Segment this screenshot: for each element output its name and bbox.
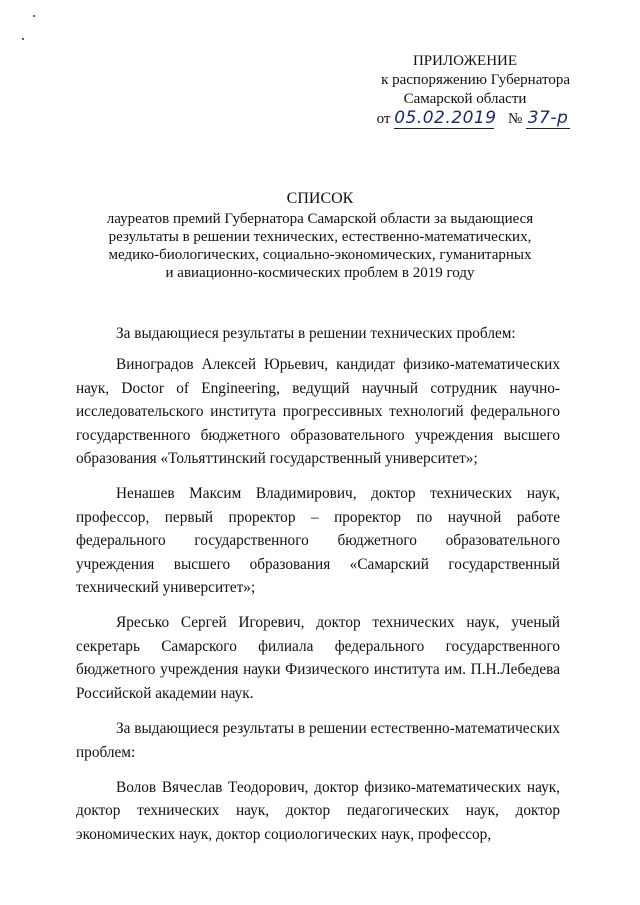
heading-title: СПИСОК [286, 190, 354, 207]
handwritten-number: 37-р [527, 108, 569, 128]
scan-speck [22, 38, 24, 40]
laureate-paragraph: Виноградов Алексей Юрьевич, кандидат физико-математических наук, Doctor of Engineering, ведущий научный сотрудник научно-исследовательского института прогрессивных технологий федерального государственного бюджетного образовательного учреждения высшего образования «Тольяттинский государственный университет»; [76, 356, 560, 468]
laureate-paragraph: Ненашев Максим Владимирович, доктор технических наук, профессор, первый проректор – проректор по научной работе федерального государственного бюджетного образовательного учреждения высшего образования «Самарский государственный технический университет»; [76, 485, 560, 597]
number-prefix: № [507, 111, 523, 127]
section-heading-technical: За выдающиеся результаты в решении технических проблем: [116, 325, 516, 342]
heading-subtitle-line: и авиационно-космических проблем в 2019 году [165, 265, 475, 281]
heading-subtitle-line: лауреатов премий Губернатора Самарской области за выдающиеся [106, 211, 534, 227]
laureate-paragraph: Волов Вячеслав Теодорович, доктор физико-математических наук, доктор технических наук, доктор педагогических наук, доктор экономических наук, доктор социологических наук, профессор, [76, 778, 560, 843]
heading-subtitle-line: медико-биологических, социально-экономических, гуманитарных [108, 247, 532, 263]
appendix-date-number-line [360, 109, 570, 129]
appendix-title: ПРИЛОЖЕНИЕ [412, 53, 518, 69]
handwritten-date: 05.02.2019 [394, 108, 497, 128]
laureate-paragraph: Яресько Сергей Игоревич, доктор технических наук, ученый секретарь Самарского филиала федерального государственного бюджетного учреждения науки Физического института им. П.Н.Лебедева Российской академии наук. [76, 614, 560, 702]
appendix-line-2: Самарской области [403, 91, 527, 107]
section-heading-natural-math: За выдающиеся результаты в решении естественно-математических проблем: [76, 720, 560, 761]
document-heading [90, 190, 550, 282]
appendix-block [360, 52, 570, 129]
heading-subtitle-line: результаты в решении технических, естественно-математических, [108, 229, 532, 245]
date-prefix: от [376, 111, 391, 127]
scan-speck [33, 15, 35, 17]
appendix-line-1: к распоряжению Губернатора [381, 72, 570, 88]
document-body [76, 322, 560, 858]
